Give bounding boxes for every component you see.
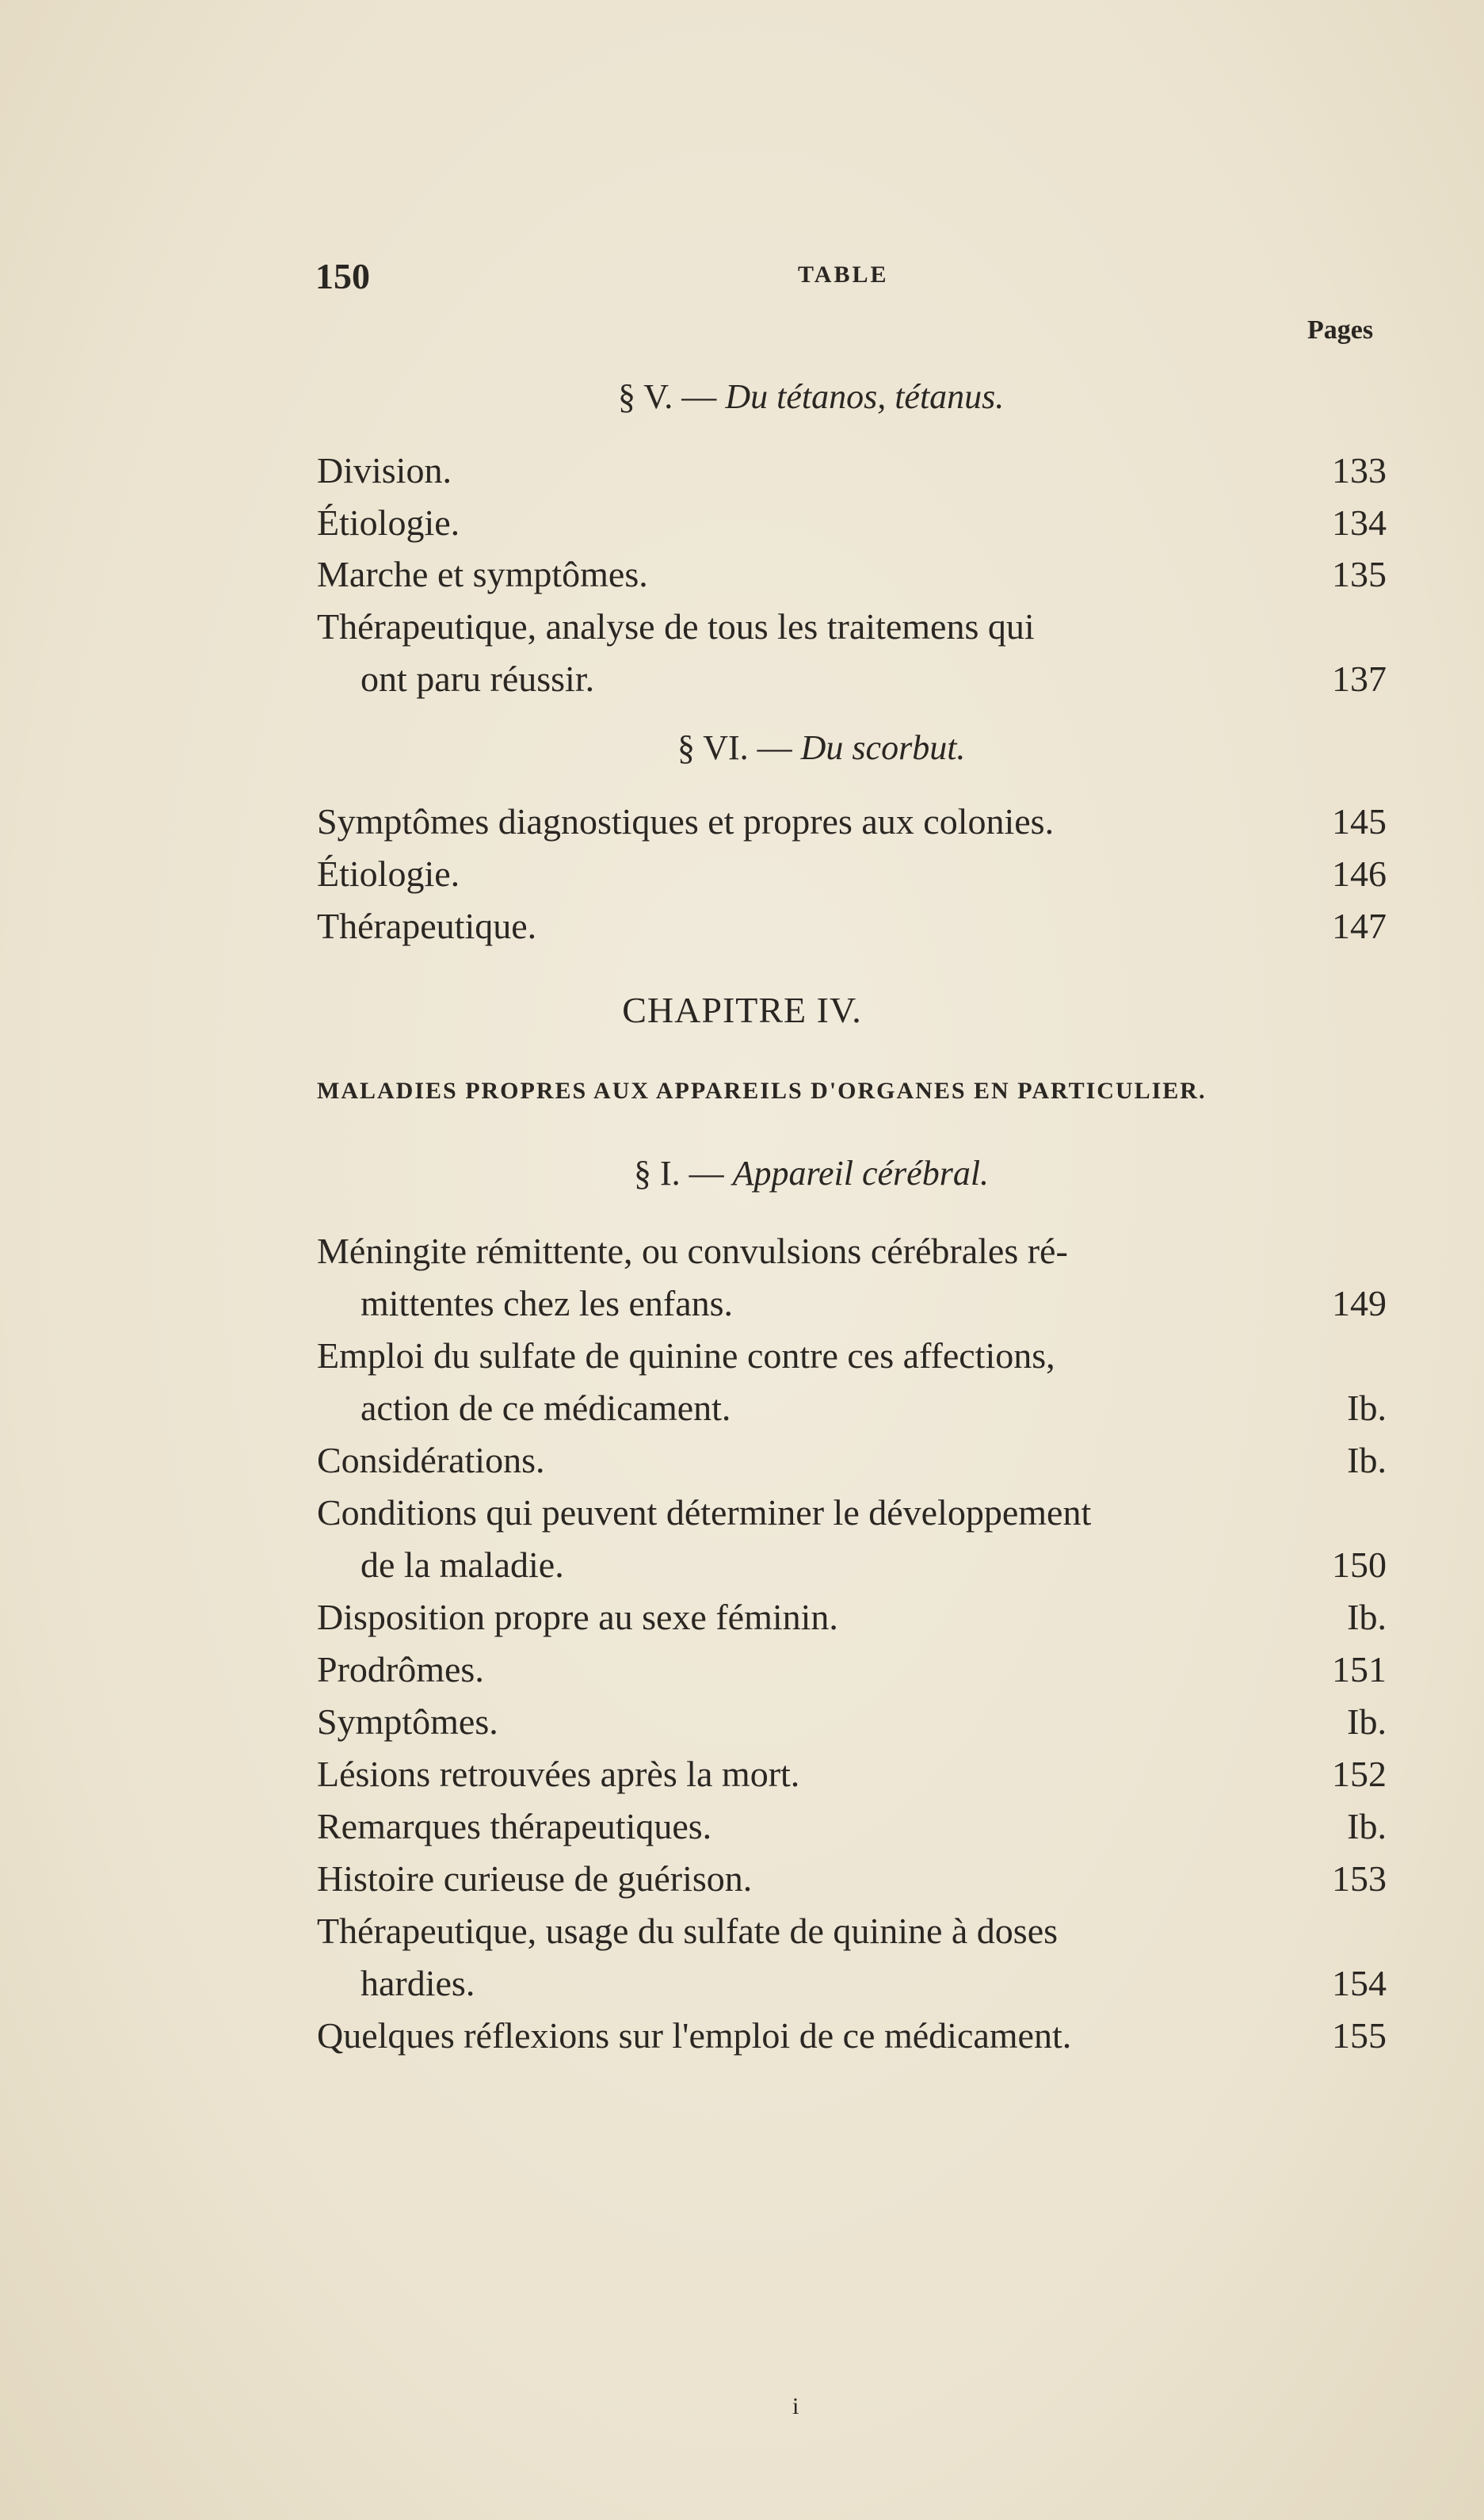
toc-page: Ib. <box>1347 1440 1387 1480</box>
toc-entry: Remarques thérapeutiques. <box>317 1806 712 1846</box>
toc-entry: Symptômes diagnostiques et propres aux colonies. <box>317 801 1055 842</box>
toc-entry: Thérapeutique. <box>317 906 537 946</box>
section-heading-i <box>634 1153 989 1193</box>
section-prefix: § I. — <box>634 1154 724 1193</box>
section-title: Appareil cérébral. <box>732 1154 990 1193</box>
toc-page: 133 <box>1332 450 1387 491</box>
toc-entry: Quelques réflexions sur l'emploi de ce médicament. <box>317 2015 1072 2056</box>
toc-entry: Histoire curieuse de guérison. <box>317 1858 753 1899</box>
toc-entry: Disposition propre au sexe féminin. <box>317 1597 838 1637</box>
section-title: Du tétanos, tétanus. <box>725 377 1005 416</box>
toc-page: 154 <box>1332 1963 1387 2003</box>
toc-page: Ib. <box>1347 1597 1387 1637</box>
toc-entry: mittentes chez les enfans. <box>361 1283 734 1323</box>
toc-page: 149 <box>1332 1283 1387 1323</box>
toc-entry: Lésions retrouvées après la mort. <box>317 1754 800 1794</box>
toc-entry: ont paru réussir. <box>361 659 595 699</box>
toc-page: 134 <box>1332 502 1387 543</box>
toc-entry: Prodrômes. <box>317 1649 484 1690</box>
chapter-subtitle: MALADIES PROPRES AUX APPAREILS D'ORGANES EN PARTICULIER. <box>317 1078 1207 1104</box>
toc-page: 153 <box>1332 1858 1387 1899</box>
toc-page: 151 <box>1332 1649 1387 1690</box>
section-prefix: § V. — <box>618 377 717 416</box>
toc-entry: Étiologie. <box>317 853 460 894</box>
toc-page: 137 <box>1332 659 1387 699</box>
section-heading-v <box>618 376 1004 417</box>
toc-page: 146 <box>1332 853 1387 894</box>
page-number: 150 <box>315 256 370 296</box>
printer-mark: i <box>792 2393 799 2419</box>
toc-entry: Division. <box>317 450 452 491</box>
section-title: Du scorbut. <box>800 728 966 767</box>
toc-page: 147 <box>1332 906 1387 946</box>
toc-page: 155 <box>1332 2015 1387 2056</box>
toc-entry: Thérapeutique, usage du sulfate de quinine à doses <box>317 1911 1059 1951</box>
toc-entry: Marche et symptômes. <box>317 554 648 594</box>
toc-entry: de la maladie. <box>361 1544 564 1585</box>
toc-entry: Emploi du sulfate de quinine contre ces affections, <box>317 1335 1055 1376</box>
toc-entry: Étiologie. <box>317 502 460 543</box>
toc-page: 135 <box>1332 554 1387 594</box>
toc-page: Ib. <box>1347 1701 1387 1742</box>
section-prefix: § VI. — <box>677 728 792 767</box>
toc-entry: Méningite rémittente, ou convulsions cérébrales ré- <box>317 1231 1068 1271</box>
section-heading-vi <box>677 727 965 768</box>
chapter-title: CHAPITRE IV. <box>622 990 862 1030</box>
toc-page: Ib. <box>1347 1388 1387 1428</box>
toc-page: 152 <box>1332 1754 1387 1794</box>
toc-page: Ib. <box>1347 1806 1387 1846</box>
toc-entry: hardies. <box>361 1963 475 2003</box>
pages-column-label: Pages <box>1307 315 1374 345</box>
toc-entry: action de ce médicament. <box>361 1388 731 1428</box>
toc-entry: Conditions qui peuvent déterminer le développement <box>317 1492 1092 1533</box>
toc-page: 150 <box>1332 1544 1387 1585</box>
toc-entry: Symptômes. <box>317 1701 498 1742</box>
running-title: TABLE <box>798 262 889 288</box>
toc-entry: Thérapeutique, analyse de tous les traitemens qui <box>317 606 1035 647</box>
toc-entry: Considérations. <box>317 1440 545 1480</box>
toc-page: 145 <box>1332 801 1387 842</box>
